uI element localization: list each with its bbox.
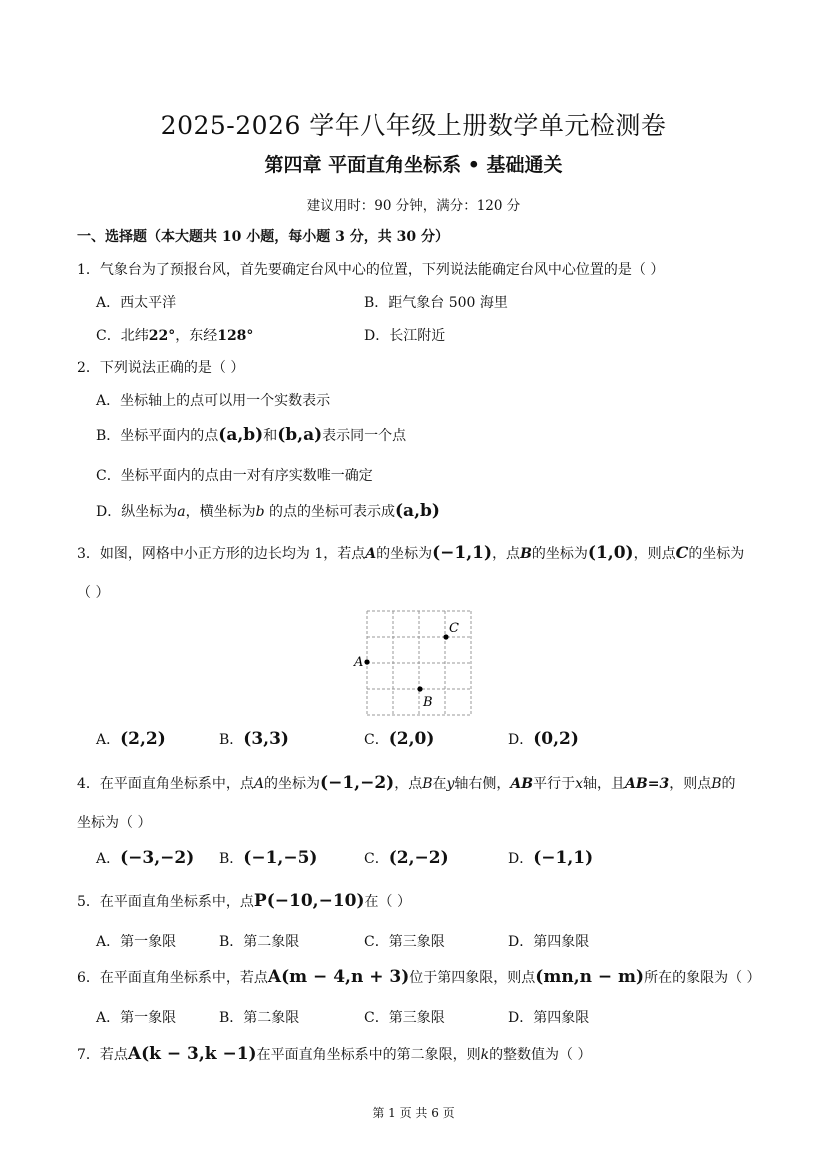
q4-option-b bbox=[219, 848, 317, 868]
question-2-stem: 2．下列说法正确的是（ ） bbox=[77, 360, 245, 376]
q4-text-2: 的坐标为 bbox=[264, 776, 321, 792]
q4-line-2: 坐标为（ ） bbox=[77, 815, 152, 831]
q3-option-b-label: B． bbox=[219, 732, 244, 748]
q5-option-a: A．第一象限 bbox=[96, 934, 177, 950]
page-number-footer: 第 1 页 共 6 页 bbox=[372, 1106, 455, 1120]
point-c-dot bbox=[443, 634, 448, 639]
label-b: B bbox=[423, 695, 433, 710]
q2-option-b-prefix: B．坐标平面内的点 bbox=[96, 428, 219, 444]
q2-option-c: C．坐标平面内的点由一对有序实数唯一确定 bbox=[96, 468, 373, 484]
q3-option-b-value: (3,3) bbox=[243, 729, 289, 749]
q6-point-mn: (mn,n − m) bbox=[535, 967, 645, 987]
q3-text-5: ，则点 bbox=[633, 546, 676, 562]
section-heading: 一、选择题（本大题共 10 小题，每小题 3 分，共 30 分） bbox=[77, 229, 449, 245]
question-7-stem bbox=[77, 1044, 592, 1064]
q1-option-b: B．距气象台 500 海里 bbox=[364, 295, 508, 311]
q5-text-1: 5．在平面直角坐标系中，点 bbox=[77, 894, 254, 910]
q4-text-1: 4．在平面直角坐标系中，点 bbox=[77, 776, 254, 792]
q7-var-k: k bbox=[480, 1047, 490, 1063]
point-a-dot bbox=[364, 659, 369, 664]
q6-option-b: B．第二象限 bbox=[219, 1010, 300, 1026]
q5-option-c: C．第三象限 bbox=[364, 934, 445, 950]
question-4-stem bbox=[77, 773, 736, 793]
time-score-info: 建议用时：90 分钟，满分：120 分 bbox=[306, 198, 521, 214]
q1-option-c bbox=[96, 325, 253, 345]
q2-point-ab-2: (a,b) bbox=[395, 501, 440, 521]
q6-point-a: A(m − 4,n + 3) bbox=[267, 967, 410, 987]
q3-answer-paren: （ ） bbox=[77, 585, 110, 601]
q6-option-d: D．第四象限 bbox=[508, 1010, 590, 1026]
q4-point-b: B bbox=[422, 776, 433, 792]
q3-text-3: ，点 bbox=[492, 546, 521, 562]
q4-point-a: A bbox=[253, 776, 265, 792]
chapter-subtitle: 第四章 平面直角坐标系 • 基础通关 bbox=[264, 154, 563, 176]
q5-option-d: D．第四象限 bbox=[508, 934, 590, 950]
q4-option-c-label: C． bbox=[364, 851, 389, 867]
q4-option-a bbox=[96, 848, 194, 868]
q3-coord-b: (1,0) bbox=[587, 543, 634, 563]
q3-point-a: A bbox=[365, 546, 377, 562]
q6-text-2: 位于第四象限，则点 bbox=[409, 970, 536, 986]
q2-option-a: A．坐标轴上的点可以用一个实数表示 bbox=[96, 393, 331, 409]
q4-coord-a: (−1,−2) bbox=[320, 773, 395, 793]
q4-option-b-label: B． bbox=[219, 851, 244, 867]
q5-option-b: B．第二象限 bbox=[219, 934, 300, 950]
q2-option-d-mid2: 的点的坐标可表示成 bbox=[264, 504, 396, 520]
q3-grid-figure bbox=[340, 605, 490, 723]
q4-option-a-value: (−3,−2) bbox=[120, 848, 195, 868]
q5-text-2: 在（ ） bbox=[364, 894, 411, 910]
q4-var-x: x bbox=[575, 776, 584, 792]
q3-option-c-label: C． bbox=[364, 732, 389, 748]
q2-option-d bbox=[96, 501, 440, 521]
q4-text-3: ，点 bbox=[394, 776, 423, 792]
q3-text-2: 的坐标为 bbox=[376, 546, 433, 562]
q7-text-2: 在平面直角坐标系中的第二象限，则 bbox=[256, 1047, 481, 1063]
q5-point-p: P(−10,−10) bbox=[253, 891, 365, 911]
q2-option-d-mid: ，横坐标为 bbox=[185, 504, 256, 520]
q3-option-d-label: D． bbox=[508, 732, 534, 748]
q4-var-y: y bbox=[446, 776, 455, 792]
label-c: C bbox=[449, 621, 459, 636]
q7-point-a: A(k − 3,k −1) bbox=[127, 1044, 257, 1064]
q2-option-b-suffix: 表示同一个点 bbox=[322, 428, 407, 444]
q4-option-d-value: (−1,1) bbox=[533, 848, 594, 868]
q3-text-4: 的坐标为 bbox=[531, 546, 588, 562]
q6-text-3: 所在的象限为（ ） bbox=[644, 970, 761, 986]
q4-option-d bbox=[508, 848, 593, 868]
q1-option-d: D．长江附近 bbox=[364, 328, 446, 344]
q4-text-6: 平行于 bbox=[533, 776, 576, 792]
q2-var-a: a bbox=[177, 504, 186, 520]
q2-var-b: b bbox=[255, 504, 265, 520]
q4-text-5: 轴右侧， bbox=[454, 776, 511, 792]
q1-option-a: A．西太平洋 bbox=[96, 295, 177, 311]
q4-option-b-value: (−1,−5) bbox=[243, 848, 318, 868]
q3-option-c-value: (2,0) bbox=[388, 729, 435, 749]
q4-ab-equals-3: AB=3 bbox=[625, 776, 670, 792]
q6-option-c: C．第三象限 bbox=[364, 1010, 445, 1026]
question-5-stem bbox=[77, 891, 411, 911]
document-title: 2025-2026 学年八年级上册数学单元检测卷 bbox=[160, 111, 667, 140]
q2-option-b bbox=[96, 425, 406, 445]
q4-text-8: ，则点 bbox=[669, 776, 712, 792]
q4-option-c bbox=[364, 848, 449, 868]
q4-option-c-value: (2,−2) bbox=[388, 848, 449, 868]
q3-option-a-label: A． bbox=[96, 732, 121, 748]
q3-option-b bbox=[219, 729, 289, 749]
q3-option-a bbox=[96, 729, 166, 749]
q2-point-ab: (a,b) bbox=[218, 425, 264, 445]
q4-text-7: 轴，且 bbox=[583, 776, 626, 792]
label-a: A bbox=[354, 655, 364, 670]
q1-latitude: 22° bbox=[148, 328, 176, 344]
q3-text-6: 的坐标为 bbox=[688, 546, 745, 562]
q3-point-c: C bbox=[675, 543, 689, 562]
q6-option-a: A．第一象限 bbox=[96, 1010, 177, 1026]
q4-text-4: 在 bbox=[432, 776, 447, 792]
q4-text-9: 的 bbox=[721, 776, 736, 792]
q1-longitude: 128° bbox=[217, 328, 254, 344]
q3-option-c bbox=[364, 729, 434, 749]
q2-point-ba: (b,a) bbox=[277, 425, 323, 445]
point-b-dot bbox=[417, 686, 422, 691]
q3-point-b: B bbox=[520, 546, 532, 562]
q4-option-d-label: D． bbox=[508, 851, 534, 867]
q3-option-d-value: (0,2) bbox=[533, 729, 579, 749]
q7-text-1: 7．若点 bbox=[77, 1047, 128, 1063]
q3-coord-a: (−1,1) bbox=[432, 543, 493, 563]
q7-text-3: 的整数值为（ ） bbox=[489, 1047, 592, 1063]
q6-text-1: 6．在平面直角坐标系中，若点 bbox=[77, 970, 268, 986]
q4-option-a-label: A． bbox=[96, 851, 121, 867]
question-3-stem bbox=[77, 543, 744, 563]
q1-option-c-prefix: C．北纬 bbox=[96, 328, 149, 344]
question-1-stem: 1．气象台为了预报台风，首先要确定台风中心的位置，下列说法能确定台风中心位置的是（ ） bbox=[77, 262, 665, 278]
q3-text-1: 3．如图，网格中小正方形的边长均为 1，若点 bbox=[77, 546, 366, 562]
q1-option-c-mid: ，东经 bbox=[175, 328, 218, 344]
q3-option-d bbox=[508, 729, 579, 749]
q3-option-a-value: (2,2) bbox=[120, 729, 166, 749]
q2-option-b-mid: 和 bbox=[263, 428, 278, 444]
q2-option-d-prefix: D．纵坐标为 bbox=[96, 504, 178, 520]
q4-segment-ab: AB bbox=[510, 776, 534, 792]
question-6-stem bbox=[77, 967, 761, 987]
q4-point-b-2: B bbox=[711, 776, 722, 792]
